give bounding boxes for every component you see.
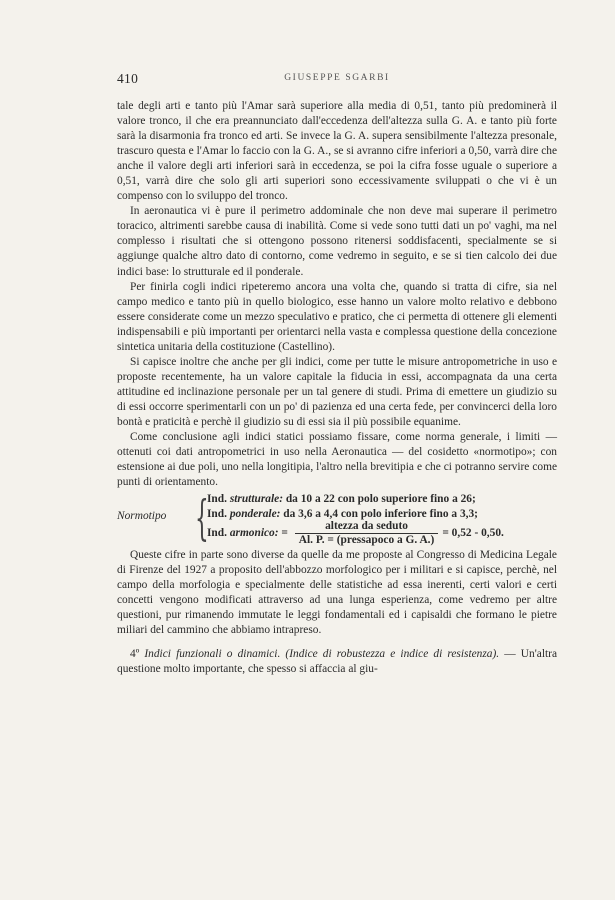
fraction-denominator: Al. P. = (pressapoco a G. A.)	[295, 533, 439, 547]
fraction	[295, 520, 439, 547]
section-text: — Un'altra questione molto importante, che spesso si affaccia al giu-	[117, 647, 558, 675]
page-number: 410	[117, 71, 139, 86]
paragraph: Queste cifre in parte sono diverse da quelle da me proposte al Congresso di Medicina Legale di Firenze del 1927 a proposito dell'abbozzo morfologico per i militari e si capisce, perchè, nel campo della morfologia e specialmente delle statistiche ad essa inerenti, certi valori e certi concetti vengono modificati attraverso ad una lunga esperienza, come vedremo per altre questioni, pur rimanendo immutate le leggi fondamentali ed i capisaldi che formano le pietre miliari del cammino che abbiamo intrapreso.	[117, 549, 557, 637]
formula-result: = 0,52 - 0,50.	[442, 527, 504, 540]
running-header-author: GIUSEPPE SGARBI	[284, 73, 390, 83]
fraction-numerator: altezza da seduto	[325, 520, 408, 533]
formula-label: Normotipo	[117, 510, 167, 523]
running-header	[117, 71, 557, 85]
paragraph: Come conclusione agli indici statici possiamo fissare, come norma generale, i limiti — ottenuti coi dati antropometrici in uso nella Aeronautica — del cosidetto «normotipo»; con estensione ai due poli, uno nella longitipia, l'altro nella brevitipia e che ci potranno servire come punti di orientamento.	[117, 431, 557, 489]
paragraph: Per finirla cogli indici ripeteremo ancora una volta che, quando si tratta di cifre, sia nel campo medico e tanto più in quello biologico, esse hanno un valore molto relativo e debbono essere considerate come un mezzo speculativo e pratico, che ci permetta di ottenere gli elementi indispensabili e più importanti per orientarci nella vasta e complessa questione della concezione sintetica unitaria della costituzione (Castellino).	[117, 280, 557, 353]
brace-icon: {	[195, 490, 209, 547]
formula-lines	[207, 492, 557, 549]
formula-line-strutturale: Ind. strutturale: da 10 a 22 con polo superiore fino a 26;	[207, 493, 476, 506]
normotipo-formula	[117, 490, 557, 547]
formula-line-ponderale: Ind. ponderale: da 3,6 a 4,4 con polo inferiore fino a 3,3;	[207, 508, 478, 521]
section-paragraph	[117, 647, 557, 677]
body-text	[117, 99, 557, 677]
section-title: Indici funzionali o dinamici. (Indice di robustezza e indice di resistenza).	[144, 647, 500, 660]
section-number: 4º	[130, 647, 140, 660]
paragraph: In aeronautica vi è pure il perimetro addominale che non deve mai superare il perimetro toracico, altrimenti sarebbe causa di inabilità. Come si vede sono tutti dati un po' vaghi, ma nel complesso i risultati che si ottengono possono ritenersi soddisfacenti, specialmente se si aggiunge qualche altro dato di contorno, come vedremo in seguito, e se si tien calcolo dei due indici base: lo strutturale ed il ponderale.	[117, 205, 557, 278]
paragraph: tale degli arti e tanto più l'Amar sarà superiore alla media di 0,51, tanto più predominerà il valore tronco, il che era preannunciato dall'eccedenza dell'altezza sulla G. A. e tanto più forte sarà la disarmonia fra tronco ed arti. Se invece la G. A. supera sensibilmente l'altezza presonale, trascuro questa e l'Amar lo faccio con la G. A., se si avranno cifre inferiori a 0,50, varrà dire che anche il valore degli arti inferiori sarà in eccedenza, se poi la cifra fosse uguale o superiore a 0,51, varrà dire che solo gli arti superiori sono eccessivamente sviluppati o che vi è un compenso con lo sviluppo del tronco.	[117, 100, 557, 203]
formula-line-armonico: Ind. armonico: = $\frac{\text{altezza da seduto}}{\text{Al. P. = (pressapoco a G. A.)}}$ = 0,52 - 0,50.	[207, 520, 504, 547]
paragraph: Si capisce inoltre che anche per gli indici, come per tutte le misure antropometriche in uso e proposte recentemente, ha un valore capitale la fiducia in essi, accompagnata da una certa attitudine ed inclinazione personale per un tal genere di studi. Prima di emettere un giudizio su di essi occorre sperimentarli con un po' di pazienza ed una certa fede, per convincerci della loro bontà e praticità e perchè il giudizio su di essi sia il più possibile equanime.	[117, 355, 557, 428]
